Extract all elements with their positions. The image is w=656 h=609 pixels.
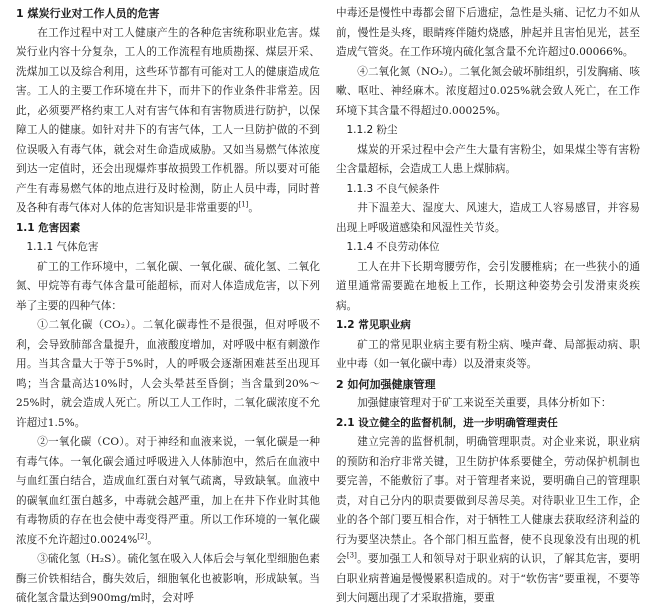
- text-span: 2 如何加强健康管理: [336, 377, 436, 391]
- text-span: 工人在井下长期弯腰劳作，会引发腰椎病；在一些狭小的通道里通常需要跪在地板上工作，长期这种姿势会引发滑束炎疾病。: [336, 260, 640, 312]
- citation-ref: [2]: [137, 531, 148, 540]
- text-span: 1.1.4 不良劳动体位: [346, 241, 440, 253]
- text-span: 加强健康管理对于矿工来说至关重要，具体分析如下：: [357, 397, 612, 409]
- text-span: 1.1.1 气体危害: [26, 241, 99, 253]
- text-span: ④二氧化氮（NO₂）。二氧化氮会破坏肺组织，引发胸痛、咳嗽、呕吐、神经麻木。浓度超过0.025%就会致人死亡，在工作环境下其含量不得超过0.00025%。: [336, 65, 640, 117]
- right-paragraph-13: [336, 433, 640, 609]
- text-span: ①二氧化碳（CO₂）。二氧化碳毒性不是很强，但对呼吸不利，会导致肺部含量提升，血液酸度增加，对呼吸中枢有刺激作用。当其含量大于等于5%时，人的呼吸会逐渐困难甚至出现耳鸣；当含量高达10%时，人会头晕甚至昏倒；当含量到20%～25%时，就会造成人死亡。所以工人工作时，二氧化碳浓度不允许超过1.5%。: [16, 319, 320, 429]
- right-paragraph-3: [336, 141, 640, 180]
- text-span: 矿工的常见职业病主要有粉尘病、噪声聋、局部振动病、职业中毒（如一氧化碳中毒）以及滑束炎等。: [336, 338, 640, 370]
- text-span: 1.1.2 粉尘: [346, 124, 398, 136]
- right-column: [336, 4, 640, 609]
- text-tail: 。要加强工人和领导对于职业病的认识，了解其危害，要明白职业病普遍是慢慢累积造成的。对于“软伤害”要重视，不要等到大问题出现了才采取措施，要重: [336, 553, 641, 604]
- text-span: 1.1.3 不良气候条件: [346, 182, 440, 195]
- citation-ref: [3]: [346, 551, 357, 560]
- text-tail: 。: [147, 533, 158, 546]
- text-span: 2.1 设立健全的监督机制，进一步明确管理责任: [336, 416, 558, 429]
- right-paragraph-0: [336, 4, 640, 63]
- right-paragraph-11: [336, 394, 640, 414]
- right-subsubsection-heading-2: [336, 121, 640, 141]
- left-paragraph-1: [16, 24, 320, 219]
- citation-ref: [1]: [238, 200, 249, 209]
- text-span: 1 煤炭行业对工作人员的危害: [16, 7, 160, 20]
- right-subsubsection-heading-4: [336, 180, 640, 200]
- right-subsection-heading-8: [336, 316, 640, 336]
- right-paragraph-1: [336, 63, 640, 122]
- left-section-heading-0: [16, 4, 320, 24]
- text-span: 1.1 危害因素: [16, 221, 81, 234]
- text-span: 1.2 常见职业病: [336, 319, 411, 331]
- text-span: 在工作过程中对工人健康产生的各种危害统称职业危害。煤炭行业内容十分复杂，工人的工作流程有地质勘探、煤层开采、洗煤加工以及综合利用，这些环节都有可能对工人的健康造成危害。工人的主要工作环境在井下，而井下的作业条件非常差。因此，必须要严格约束工人对有害气体和有害物质进行防护，以保障工人的健康。如针对井下的有害气体，工人一旦防护做的不到位误吸入有毒气体，就会对生命造成威胁。又如当易燃气体浓度到达一定值时，还会出现爆炸事故损毁工作机器。所以要对可能产生有毒易燃气体的地点进行及时检测，防止人员中毒，同时普及各种有毒气体对人体的危害知识是非常重要的: [16, 26, 320, 214]
- right-paragraph-7: [336, 258, 640, 317]
- left-paragraph-7: [16, 550, 320, 609]
- text-span: ③硫化氢（H₂S）。硫化氢在吸入人体后会与氧化型细胞色素酶三价铁相结合，酶失效后，细胞氧化也被影响，形成缺氧。当硫化氢含量达到900mg/m时，会对呼: [16, 553, 320, 604]
- text-span: 建立完善的监督机制，明确管理职责。对企业来说，职业病的预防和治疗非常关键，卫生防护体系要健全，劳动保护机制也要完善，不能敷衍了事。对于管理者来说，要明确自己的管理职责，对自己分内的职责要做到尽善尽美。对待职业卫生工作，企业的各个部门要互相合作，对于牺牲工人健康去获取经济利益的行为要坚决禁止。各个部门相互监督，使不良现象没有出现的机会: [336, 436, 640, 565]
- text-span: 井下温差大、湿度大、风速大，造成工人容易感冒，并容易出现上呼吸道感染和风湿性关节炎。: [336, 202, 640, 234]
- left-subsubsection-heading-3: [16, 238, 320, 258]
- left-paragraph-4: [16, 258, 320, 317]
- text-span: 矿工的工作环境中，二氧化碳、一氧化碳、硫化氢、二氧化氮、甲烷等有毒气体含量可能超标，而对人体造成危害，以下列举了主要的四种气体：: [16, 260, 320, 312]
- right-section-heading-10: [336, 375, 640, 395]
- text-tail: 。: [248, 202, 259, 214]
- text-span: ②一氧化碳（CO）。对于神经和血液来说，一氧化碳是一种有毒气体。一氧化碳会通过呼吸进入人体肺泡中，然后在血液中与血红蛋白结合，造成血红蛋白对氧气疏离，导致缺氧。血液中的碳氧血红蛋白越多，中毒就会越严重，加上在井下作业时其他有毒物质的存在也会使中毒变得严重。所以工作环境的一氧化碳浓度不允许超过0.0024%: [16, 436, 320, 546]
- right-subsection-heading-12: [336, 414, 640, 434]
- left-paragraph-5: [16, 316, 320, 433]
- left-column: [16, 4, 320, 609]
- right-subsubsection-heading-6: [336, 238, 640, 258]
- left-paragraph-6: [16, 433, 320, 550]
- left-subsection-heading-2: [16, 219, 320, 239]
- text-span: 中毒还是慢性中毒都会留下后遗症，急性是头痛、记忆力不如从前，慢性是头疼，眼睛疼伴随灼烧感，肿起并且害怕见光，甚至造成气管炎。在工作环境内硫化氢含量不允许超过0.00066%。: [336, 7, 640, 58]
- right-paragraph-9: [336, 336, 640, 375]
- right-paragraph-5: [336, 199, 640, 238]
- text-span: 煤炭的开采过程中会产生大量有害粉尘，如果煤尘等有害粉尘含量超标，会造成工人患上煤肺病。: [336, 143, 640, 175]
